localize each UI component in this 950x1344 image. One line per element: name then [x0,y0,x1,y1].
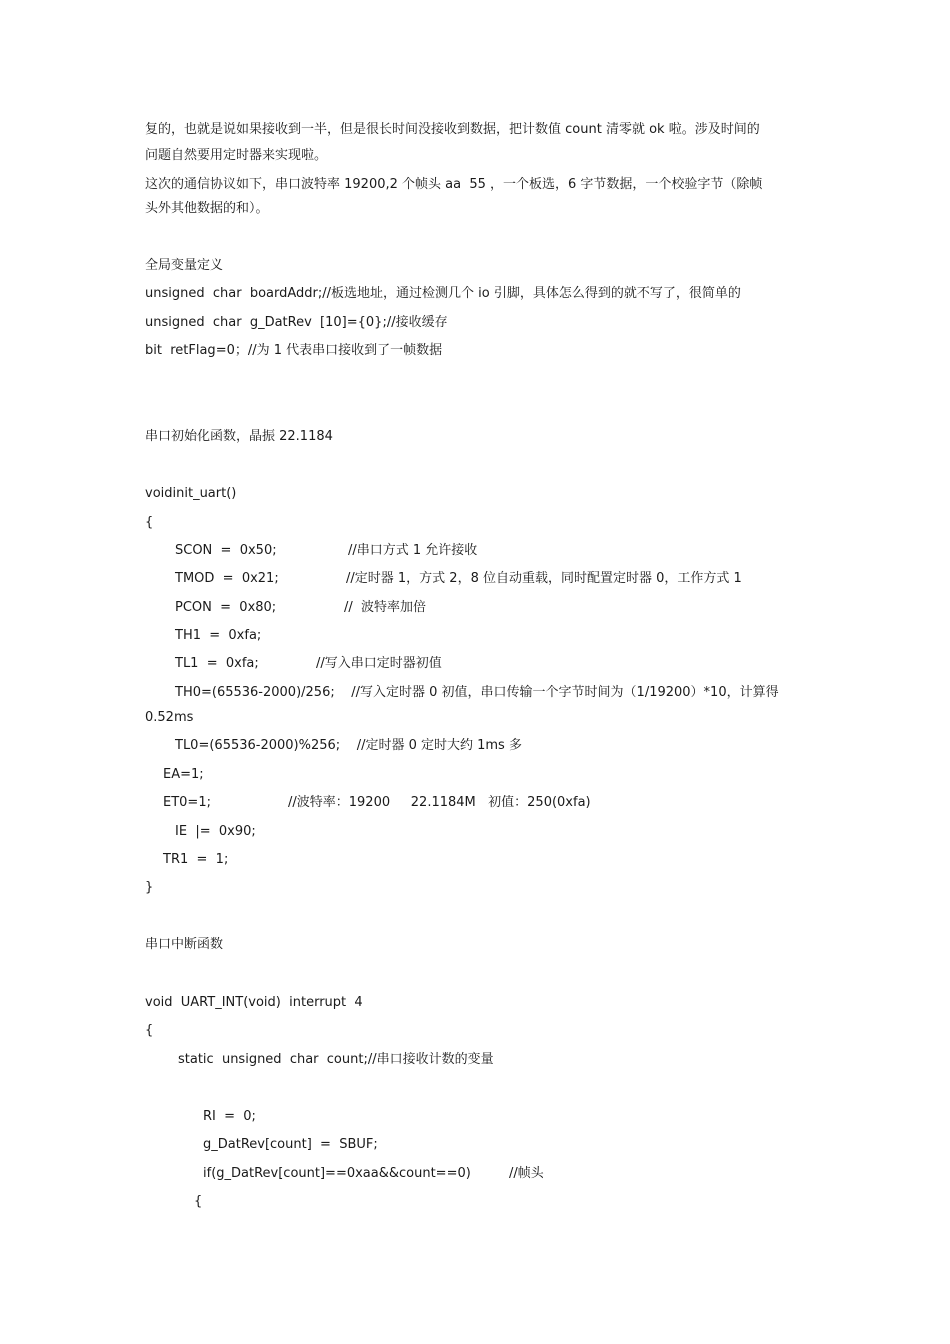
code-line: static unsigned char count;//串口接收计数的变量 [178,1052,494,1067]
code-line: TL0=(65536-2000)%256; //定时器 0 定时大约 1ms 多 [175,738,522,753]
intro-line: 头外其他数据的和）。 [145,201,269,216]
code-line: unsigned char g_DatRev [10]={0};//接收缓存 [145,315,448,330]
code-line: } [145,880,154,895]
code-line: { [145,515,154,530]
code-comment: //串口方式 1 允许接收 [348,543,478,558]
code-line: RI = 0; [203,1109,256,1124]
intro-line: 这次的通信协议如下，串口波特率 19200,2 个帧头 aa 55 ，一个板选，6 字节数据，一个校验字节（除帧 [145,177,763,192]
code-line: TL1 = 0xfa; [175,656,259,671]
section-heading-uart-init: 串口初始化函数，晶振 22.1184 [145,429,333,444]
code-comment: //波特率：19200 22.1184M 初值：250(0xfa) [288,795,591,810]
code-line: IE |= 0x90; [175,824,256,839]
section-heading-uart-int: 串口中断函数 [145,937,224,952]
code-line: void UART_INT(void) interrupt 4 [145,995,363,1010]
intro-line: 复的，也就是说如果接收到一半，但是很长时间没接收到数据，把计数值 count 清零就 ok 啦。涉及时间的 [145,122,760,137]
intro-line: 问题自然要用定时器来实现啦。 [145,148,328,163]
code-line: EA=1; [163,767,204,782]
code-line: SCON = 0x50; [175,543,277,558]
section-heading-globals: 全局变量定义 [145,258,224,273]
code-comment: //帧头 [509,1166,544,1181]
code-line: voidinit_uart() [145,486,237,501]
code-line: { [145,1023,154,1038]
code-line: TR1 = 1; [163,852,229,867]
code-line: TH1 = 0xfa; [175,628,262,643]
code-comment: //定时器 1，方式 2，8 位自动重载，同时配置定时器 0，工作方式 1 [346,571,742,586]
code-line: 0.52ms [145,710,194,725]
code-line: TMOD = 0x21; [175,571,279,586]
code-line: TH0=(65536-2000)/256; //写入定时器 0 初值，串口传输一个字节时间为（1/19200）*10，计算得 [175,685,779,700]
code-line: bit retFlag=0；//为 1 代表串口接收到了一帧数据 [145,343,443,358]
code-line: unsigned char boardAddr;//板选地址，通过检测几个 io 引脚，具体怎么得到的就不写了，很简单的 [145,286,741,301]
code-line: g_DatRev[count] = SBUF; [203,1137,378,1152]
code-line: ET0=1; [163,795,211,810]
code-line: PCON = 0x80; [175,600,277,615]
code-line: if(g_DatRev[count]==0xaa&&count==0) [203,1166,471,1181]
code-comment: // 波特率加倍 [344,600,427,615]
code-line: { [194,1194,203,1209]
code-comment: //写入串口定时器初值 [316,656,442,671]
